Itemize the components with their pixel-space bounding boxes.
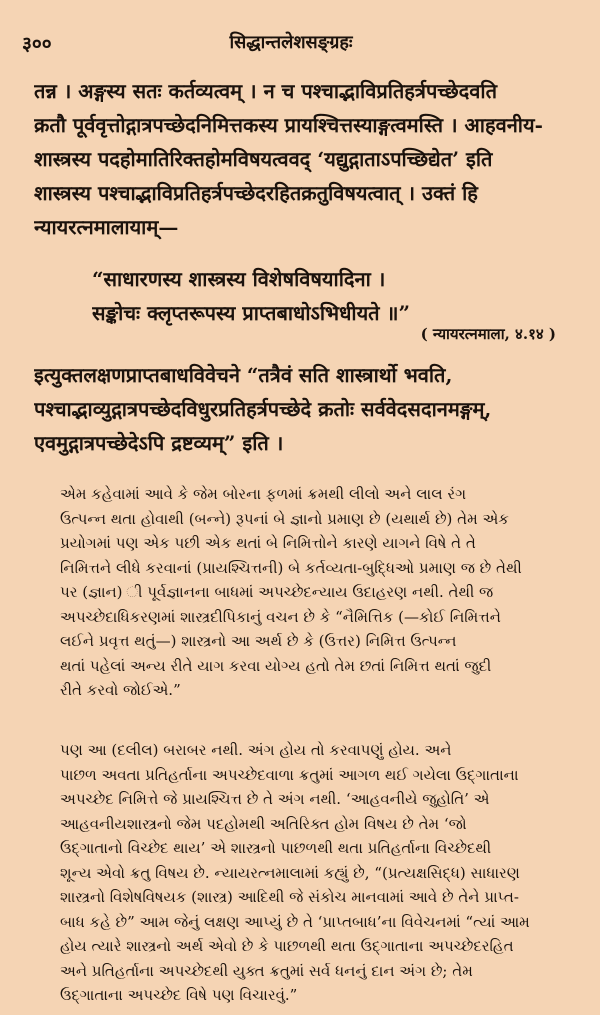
text-line: નિમિત્તને લીધે કરવાનાં (પ્રાયશ્ચિત્તની) બે કર્તવ્યતા-બુદ્ધિઓ પ્રમાણ જ છે તેથી xyxy=(60,558,522,577)
text-line: इत्युक्तलक्षणप्राप्तबाधविवेचने “तत्रैवं सति शास्त्रार्थो भवति, xyxy=(34,363,453,387)
text-line: तन्न । अङ्गस्य सतः कर्तव्यत्वम् । न च पश्चाद्भाविप्रतिहर्त्रपच्छेदवति xyxy=(34,79,498,103)
page-number: ३०० xyxy=(22,33,52,55)
text-line: ઉદ્ગાતાના અપચ્છેદ વિષે પણ વિચારવું.” xyxy=(60,986,298,1004)
text-line: ઉત્પન્ન થતા હોવાથી (બન્ને) રૂપનાં બે જ્ઞાનો પ્રમાણ છે (યથાર્થ છે) તેમ એક xyxy=(60,509,509,528)
text-line: ઉદ્ગાતાનો વિચ્છેદ થાય’ એ શાસ્ત્રનો પાછળથી થતા પ્રતિહર્તાના વિચ્છેદથી xyxy=(60,839,492,857)
verse-citation: ( न्यायरत्नमाला, ४.१४ ) xyxy=(420,325,556,343)
verse-line: “साधारणस्य शास्त्रस्य विशेषविषयादिना । xyxy=(92,267,386,291)
text-line: અપચ્છેદ નિમિત્તે જે પ્રાયશ્ચિત્ત છે તે અંગ નથી. ‘આહવનીયે જુહોતિ’ એ xyxy=(60,790,490,808)
quoted-verse xyxy=(92,262,560,330)
text-line: शास्त्रस्य पश्चाद्भाविप्रतिहर्त्रपच्छेदरहितक्रतुविषयत्वात् । उक्तं हि xyxy=(34,181,478,205)
text-line: પણ આ (દલીલ) બરાબર નથી. અંગ હોય તો કરવાપણું હોય. અને xyxy=(60,741,452,759)
text-line: એમ કહેવામાં આવે કે જેમ બોરના ફળમાં ક્રમથી લીલો અને લાલ રંગ xyxy=(60,485,467,503)
text-line: આહવનીયશાસ્ત્રનો જેમ પદહોમથી અતિરિક્ત હોમ વિષય છે તેમ ‘જો xyxy=(60,814,467,833)
text-line: બાધ કહે છે” આમ જેનું લક્ષણ આપ્યું છે તે ‘પ્રાપ્તબાધ’ના વિવેચનમાં “ત્યાં આમ xyxy=(60,912,530,931)
page-header xyxy=(22,30,560,56)
text-line: क्रतौ पूर्ववृत्तोद्गात्रपच्छेदनिमित्तकस्य प्रायश्चित्तस्याङ्गत्वमस्ति । आहवनीय- xyxy=(34,113,543,137)
text-line: હોય ત્યારે શાસ્ત્રનો અર્થ એવો છે કે પાછળથી થતા ઉદ્ગાતાના અપચ્છેદરહિત xyxy=(60,937,514,955)
running-head: सिद्धान्तलेशसङ्ग्रहः xyxy=(229,32,353,53)
text-line: રીતે કરવો જોઈએ.” xyxy=(60,681,181,699)
text-line: શાસ્ત્રનો વિશેષવિષયક (શાસ્ત્ર) આદિથી જે સંકોચ માનવામાં આવે છે તેને પ્રાપ્ત- xyxy=(60,888,519,906)
text-line: અપચ્છેદાધિકરણમાં શાસ્ત્રદીપિકાનું વચન છે કે “નૈમિત્તિક (—કોઈ નિમિત્તને xyxy=(60,607,501,626)
text-line: પાછળ અવતા પ્રતિહર્તાના અપચ્છેદવાળા ક્રતુમાં આગળ થઈ ગયેલા ઉદ્ગાતાના xyxy=(60,765,519,784)
text-line: અને પ્રતિહર્તાના અપચ્છેદથી યુક્ત ક્રતુમાં સર્વ ધનનું દાન અંગ છે; તેમ xyxy=(60,961,473,980)
gujarati-paragraph-2 xyxy=(60,738,562,1008)
text-line: શૂન્ય એવો ક્રતુ વિષય છે. ન્યાયરત્નમાલામાં કહ્યું છે, “(પ્રત્યક્ષસિદ્ધ) સાધારણ xyxy=(60,863,520,882)
sanskrit-passage-2 xyxy=(34,358,560,460)
gujarati-paragraph-1 xyxy=(60,482,562,703)
sanskrit-passage-1 xyxy=(34,74,560,244)
verse-line: सङ्कोचः क्लृप्तरूपस्य प्राप्तबाधोऽभिधीयते ॥” xyxy=(92,301,411,325)
text-line: पश्चाद्भाव्युद्गात्रपच्छेदविधुरप्रतिहर्त्रपच्छेदे क्रतोः सर्ववेदसदानमङ्गम्, xyxy=(34,397,492,421)
text-line: शास्त्रस्य पदहोमातिरिक्तहोमविषयत्ववद् ‘यद्युद्गाताऽपच्छिद्येत’ इति xyxy=(34,147,493,171)
text-line: લઈને પ્રવૃત્ત થતું—) શાસ્ત્રનો આ અર્થ છે કે (ઉત્તર) નિમિત્ત ઉત્પન્ન xyxy=(60,632,457,650)
text-line: एवमुद्गात्रपच्छेदेऽपि द्रष्टव्यम्” इति । xyxy=(34,431,284,455)
text-line: થતાં પહેલાં અન્ય રીતે યાગ કરવા યોગ્ય હતો તેમ છતાં નિમિત્ત થતાં જુદી xyxy=(60,656,492,675)
text-line: પ્રયોગમાં પણ એક પછી એક થતાં બે નિમિત્તોને કારણે યાગને વિષે તે તે xyxy=(60,534,476,552)
text-line: न्यायरत्नमालायाम्— xyxy=(34,215,179,239)
text-line: પર (જ્ઞાન) ી પૂર્વજ્ઞાનના બાધમાં અપચ્છેદન્યાય ઉદાહરણ નથી. તેથી જ xyxy=(60,583,494,601)
